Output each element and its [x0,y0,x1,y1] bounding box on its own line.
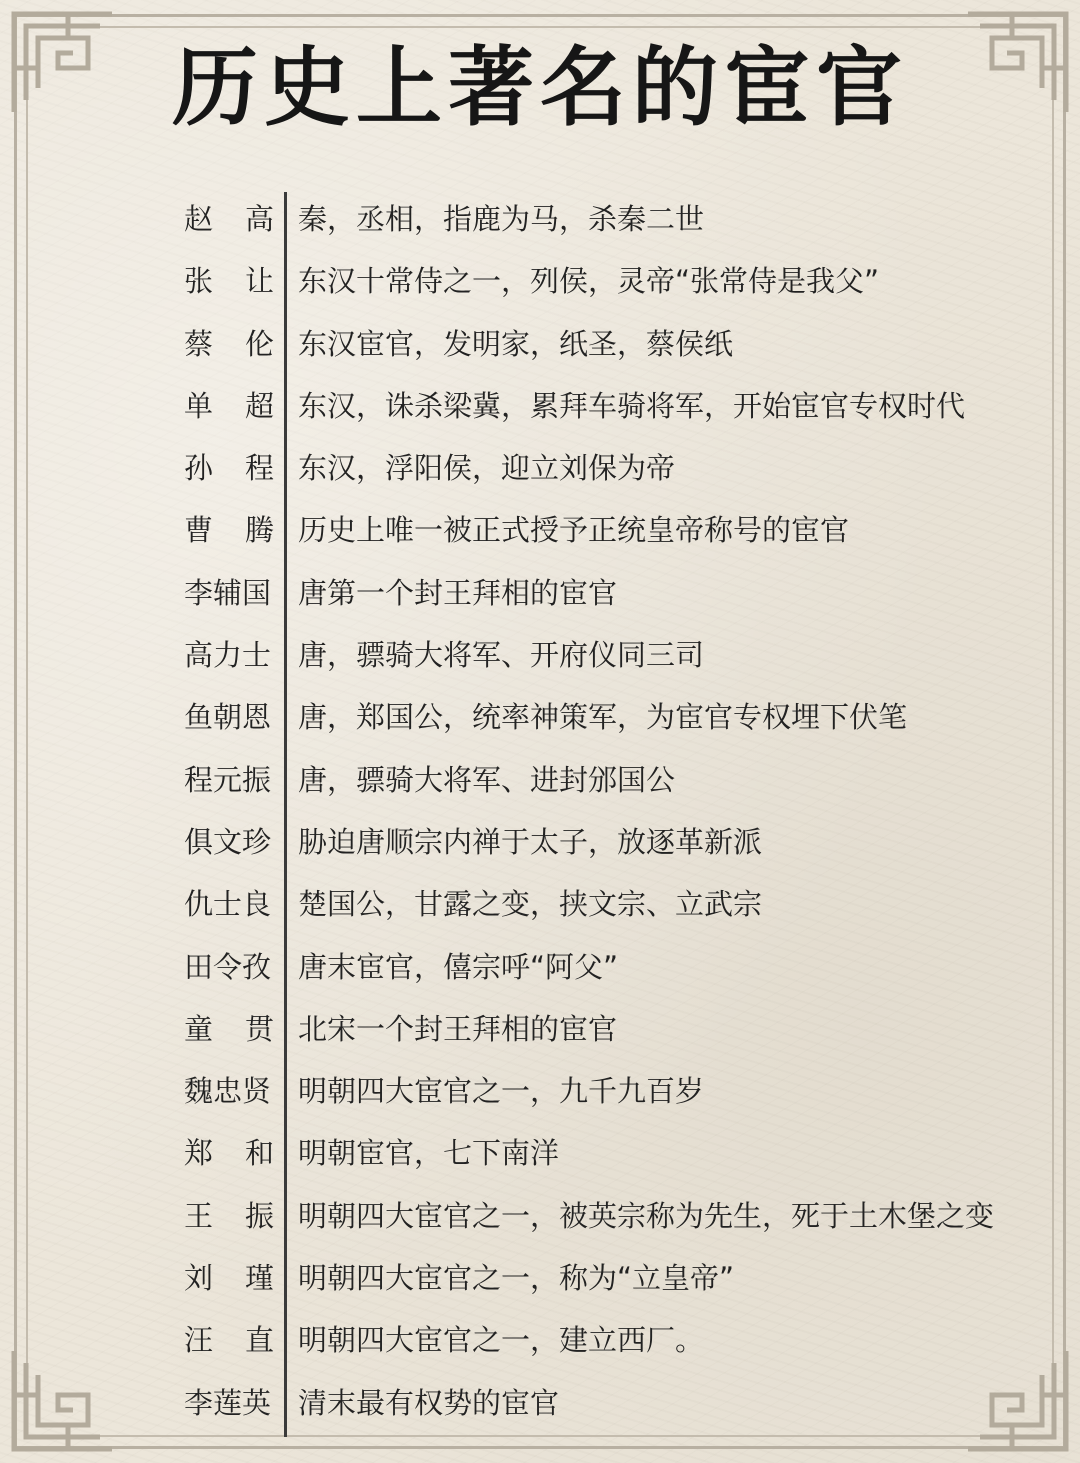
entry-description: 唐，郑国公，统率神策军，为宦官专权埋下伏笔 [298,700,908,735]
entry-description: 北宋一个封王拜相的宦官 [298,1011,618,1046]
entry-name: 孙 程 [184,451,274,486]
entry-description: 唐末宦官，僖宗呼“阿父” [298,949,619,984]
entry-description: 秦，丞相，指鹿为马，杀秦二世 [298,202,705,236]
entry-name: 高力士 [184,638,272,673]
list-item [0,188,1080,250]
list-item [0,1309,1080,1371]
entry-description: 唐第一个封王拜相的宦官 [298,575,618,610]
list-item [0,998,1080,1060]
list-item [0,873,1080,935]
entry-description: 唐，骠骑大将军、开府仪同三司 [298,638,705,673]
entry-name: 蔡 伦 [184,326,274,361]
entry-name: 郑 和 [184,1136,274,1171]
entry-name: 李辅国 [184,575,272,610]
list-item [0,375,1080,437]
entry-description: 清末最有权势的宦官 [298,1385,560,1420]
entry-description: 东汉，诛杀梁冀，累拜车骑将军，开始宦官专权时代 [298,388,966,423]
list-item [0,624,1080,686]
entry-name: 仇士良 [184,887,272,922]
entry-description: 胁迫唐顺宗内禅于太子，放逐革新派 [298,824,763,859]
list-item [0,936,1080,998]
entry-description: 明朝四大宦官之一，被英宗称为先生，死于土木堡之变 [298,1198,995,1233]
list-item [0,250,1080,312]
list-item [0,1372,1080,1434]
entry-name: 鱼朝恩 [184,700,272,735]
list-item [0,686,1080,748]
entry-description: 唐，骠骑大将军、进封邠国公 [298,762,676,797]
entry-description: 明朝宦官，七下南洋 [298,1136,560,1171]
entry-name: 李莲英 [184,1385,272,1420]
eunuch-list [0,188,1080,1434]
list-item [0,313,1080,375]
entry-description: 楚国公，甘露之变，挟文宗、立武宗 [298,887,763,922]
entry-description: 东汉，浮阳侯，迎立刘保为帝 [298,451,676,486]
entry-name: 刘 瑾 [184,1261,274,1296]
list-item [0,1122,1080,1184]
list-item [0,437,1080,499]
entry-name: 魏忠贤 [184,1074,272,1109]
entry-description: 历史上唯一被正式授予正统皇帝称号的宦官 [298,513,850,548]
list-item [0,562,1080,624]
entry-description: 东汉宦官，发明家，纸圣，蔡侯纸 [298,326,734,361]
entry-name: 赵 高 [184,202,274,236]
entry-name: 单 超 [184,388,274,423]
list-item [0,1185,1080,1247]
entry-description: 明朝四大宦官之一，称为“立皇帝” [298,1261,735,1296]
entry-name: 程元振 [184,762,272,797]
list-item [0,749,1080,811]
entry-name: 童 贯 [184,1011,274,1046]
entry-description: 明朝四大宦官之一，九千九百岁 [298,1074,705,1109]
entry-description: 东汉十常侍之一，列侯，灵帝“张常侍是我父” [298,264,880,299]
entry-name: 汪 直 [184,1323,274,1358]
entry-description: 明朝四大宦官之一，建立西厂。 [298,1323,705,1358]
list-item [0,499,1080,561]
entry-name: 张 让 [184,264,274,299]
entry-name: 田令孜 [184,949,272,984]
page-title: 历史上著名的宦官 [172,38,908,138]
list-item [0,811,1080,873]
list-item [0,1060,1080,1122]
entry-name: 曹 腾 [184,513,274,548]
entry-name: 俱文珍 [184,824,272,859]
entry-name: 王 振 [184,1198,274,1233]
list-item [0,1247,1080,1309]
